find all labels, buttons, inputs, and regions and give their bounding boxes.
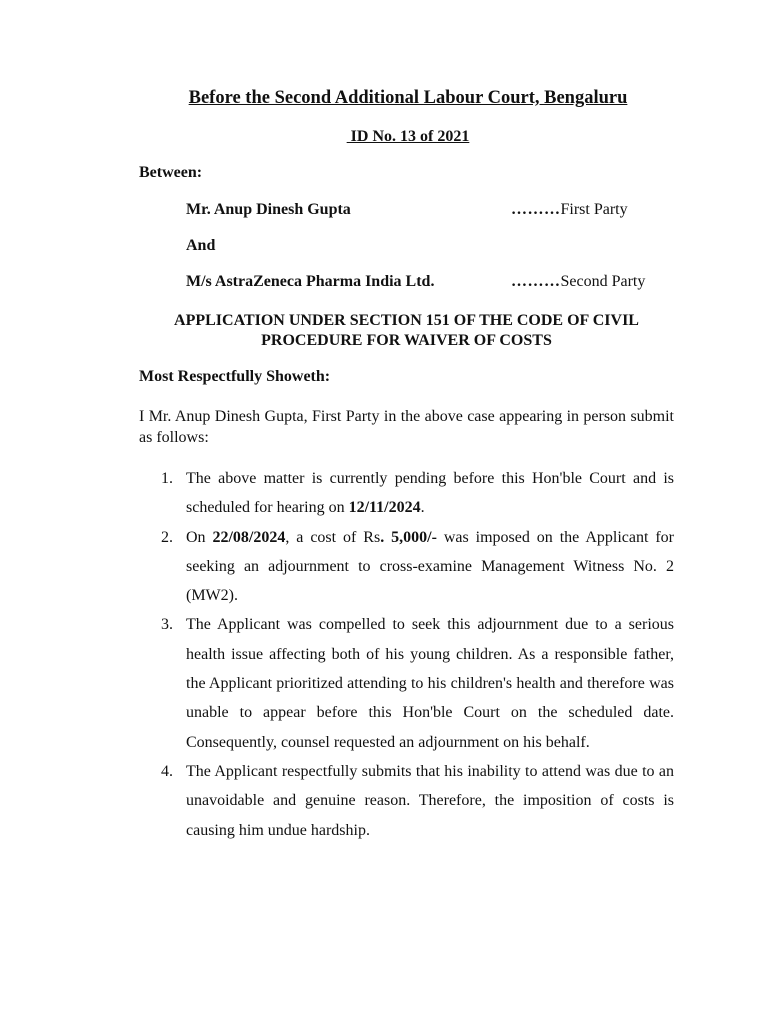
point-text: was imposed on the Applicant for seeking an adjournment to cross-examine Management Witness No. 2 (MW2). [186,528,674,605]
point-text: The Applicant was compelled to seek this adjournment due to a serious health issue affecting both of his young children. As a responsible father, the Applicant prioritized attending to his children's health and therefore was unable to appear before this Hon'ble Court on the scheduled date. Consequently, counsel requested an adjournment on his behalf. [186,616,674,751]
point-text: On [186,528,213,546]
point-text: The Applicant respectfully submits that his inability to attend was due to an unavoidable and genuine reason. Therefore, the imposition of costs is causing him undue hardship. [186,762,674,839]
court-title: Before the Second Additional Labour Court, Bengaluru [188,88,628,108]
point-item [139,464,674,523]
point-number: 2. [161,528,173,546]
point-item [139,610,674,756]
point-number: 4. [161,762,173,780]
first-party-name: Mr. Anup Dinesh Gupta [186,201,351,218]
and-label: And [186,237,216,254]
point-item [139,523,674,611]
first-party-role: First Party [560,201,628,218]
cost-date: 22/08/2024 [212,528,286,546]
second-party-dots: ……… [511,273,561,290]
numbered-points [139,464,674,845]
point-number: 3. [161,616,173,634]
cost-amount: . 5,000/- [380,528,437,546]
point-text: , a cost of Rs [285,528,381,546]
first-party-dots: ……… [511,201,561,218]
point-text: The above matter is currently pending before this Hon'ble Court and is scheduled for hearing on [186,470,674,517]
second-party-role: Second Party [560,273,646,290]
second-party-name: M/s AstraZeneca Pharma India Ltd. [186,273,435,290]
point-number: 1. [161,470,173,487]
second-party-role-line [511,273,645,291]
application-heading: APPLICATION UNDER SECTION 151 OF THE CODE OF CIVIL PROCEDURE FOR WAIVER OF COSTS [174,312,639,349]
intro-paragraph: I Mr. Anup Dinesh Gupta, First Party in the above case appearing in person submit as follows: [139,408,674,446]
hearing-date: 12/11/2024 [348,499,421,517]
case-id: ID No. 13 of 2021 [346,128,470,145]
between-label: Between: [139,164,203,181]
showeth-heading: Most Respectfully Showeth: [139,368,331,385]
point-item [139,757,674,845]
first-party-role-line [511,201,628,219]
point-text: . [420,499,425,517]
